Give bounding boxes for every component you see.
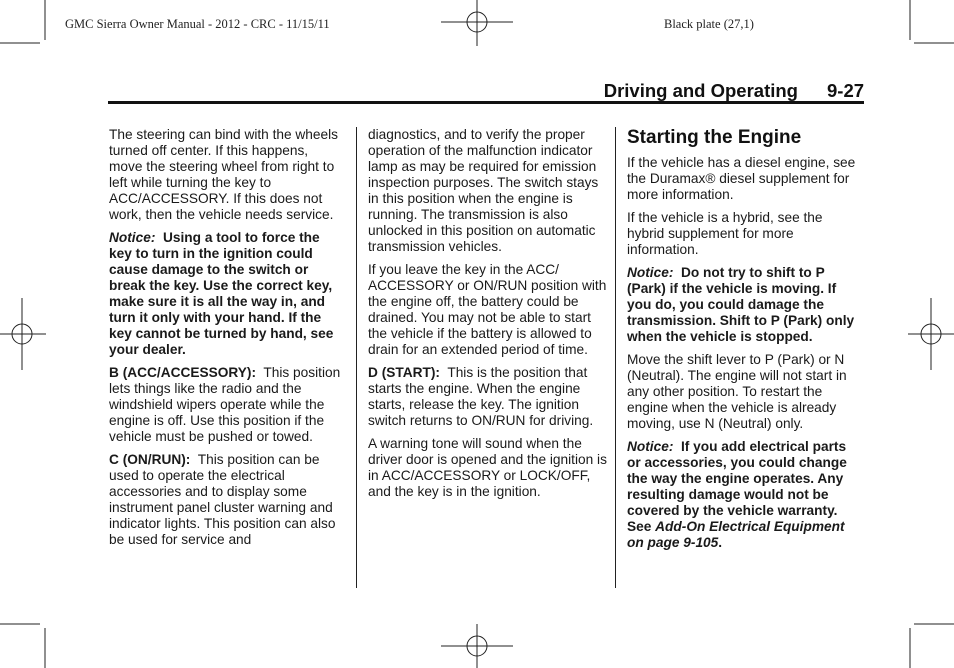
registration-mark-bottom [441,624,513,668]
notice-park-shift [627,265,863,345]
section-header-title: Driving and Operating [603,80,798,101]
column-divider-2 [615,127,616,588]
registration-mark-left [0,298,46,370]
term-label: D (START): [368,365,440,380]
page-number: 9-27 [827,80,865,101]
term-description: This is the position that starts the engine. When the engine starts, release the key. The ignition switch returns to ON/RUN for driving. [368,365,594,428]
text-column-3 [627,127,863,558]
notice-end: . [718,535,723,550]
paragraph-hybrid: If the vehicle is a hybrid, see the hybrid supplement for more information. [627,210,823,257]
paragraph-diagnostics: diagnostics, and to verify the proper operation of the malfunction indicator lamp as may be required for emission inspection purposes. The switch stays in this position when the engine is running. The transmission is also unlocked in this position on automatic transmission vehicles. [368,127,599,254]
paragraph-start [368,365,608,429]
text-column-2 [368,127,608,507]
registration-mark-right [908,298,954,370]
header-rule [108,101,864,104]
notice-text: Do not try to shift to P (Park) if the vehicle is moving. If you do, you could damage the transmission. Shift to P (Park) only when the vehicle is stopped. [627,265,855,344]
notice-label: Notice: [627,439,674,454]
paragraph-warning-tone: A warning tone will sound when the driver door is opened and the ignition is in ACC/ACCESSORY or LOCK/OFF, and the key is in the ignition. [368,436,607,499]
text-column-1 [109,127,345,555]
term-description: This position can be used to operate the electrical accessories and to display some instrument panel cluster warning and indicator lights. This position can also be used for service and [109,452,336,547]
term-label: B (ACC/ACCESSORY): [109,365,257,380]
print-slug-right: Black plate (27,1) [664,17,754,31]
paragraph-steering-bind: The steering can bind with the wheels turned off center. If this happens, move the steering wheel from right to left while turning the key to ACC/ACCESSORY. If this does not work, then the vehicle needs service. [109,127,339,222]
paragraph-on-run [109,452,345,548]
paragraph-battery-drain: If you leave the key in the ACC/ ACCESSORY or ON/RUN position with the engine off, the battery could be drained. You may not be able to start the vehicle if the battery is allowed to drain for an extended period of time. [368,262,607,357]
cross-reference-link[interactable]: Add-On Electrical Equipment on page 9-105 [627,519,845,550]
column-divider-1 [356,127,357,588]
registration-mark-top [441,0,513,46]
term-label: C (ON/RUN): [109,452,191,467]
paragraph-shift-lever: Move the shift lever to P (Park) or N (Neutral). The engine will not start in any other position. To restart the engine when the vehicle is already moving, use N (Neutral) only. [627,352,847,431]
notice-tool-force [109,230,345,358]
paragraph-diesel: If the vehicle has a diesel engine, see the Duramax® diesel supplement for more information. [627,155,856,202]
print-slug-left: GMC Sierra Owner Manual - 2012 - CRC - 11/15/11 [65,17,330,31]
paragraph-acc-accessory [109,365,345,445]
term-description: This position lets things like the radio and the windshield wipers operate while the engine is off. Use this position if the vehicle must be pushed or towed. [109,365,341,444]
notice-text: If you add electrical parts or accessories, you could change the way the engine operates. Any resulting damage would not be covered by the vehicle warranty. See [627,439,847,534]
notice-label: Notice: [109,230,156,245]
notice-label: Notice: [627,265,674,280]
notice-electrical-parts [627,439,863,551]
notice-text: Using a tool to force the key to turn in the ignition could cause damage to the switch or break the key. Use the correct key, make sure it is all the way in, and turn it only with your hand. If the key cannot be turned by hand, see your dealer. [109,230,334,357]
section-title: Starting the Engine [627,127,802,148]
